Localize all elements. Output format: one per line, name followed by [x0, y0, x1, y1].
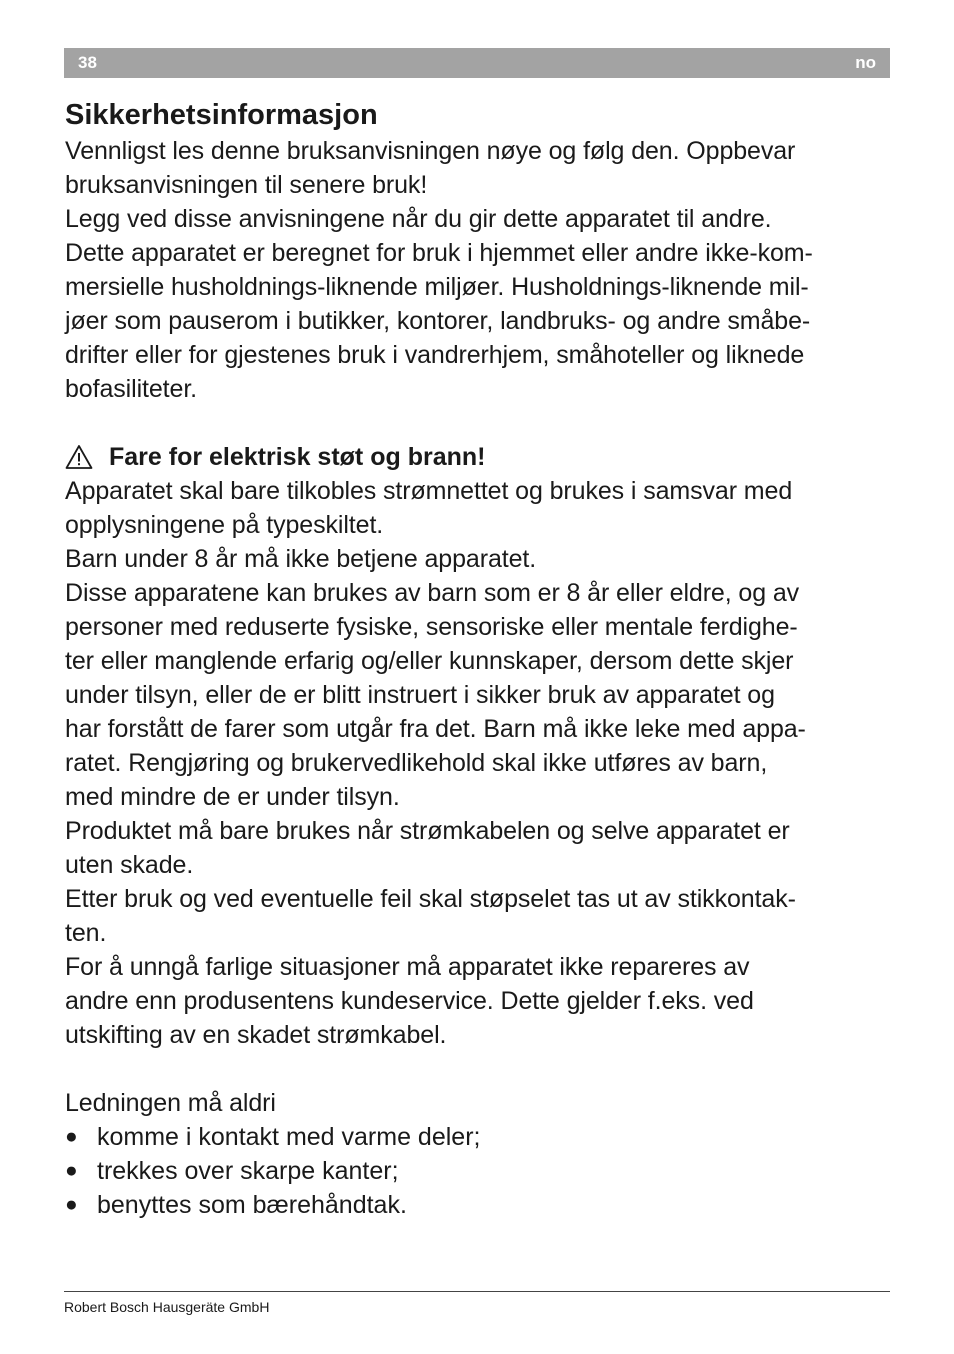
safety-line: ten.	[65, 919, 107, 947]
intro-line: Vennligst les denne bruksanvisningen nøye og følg den. Oppbevar	[65, 137, 796, 165]
intro-line: bruksanvisningen til senere bruk!	[65, 171, 428, 199]
list-item-text: benyttes som bærehåndtak.	[97, 1191, 407, 1219]
intro-line: drifter eller for gjestenes bruk i vandrerhjem, småhoteller og liknede	[65, 341, 805, 369]
warning-heading	[65, 440, 895, 474]
safety-line: har forstått de farer som utgår fra det. Barn må ikke leke med appa-	[65, 715, 806, 743]
warning-triangle-icon	[65, 444, 93, 470]
safety-line: Apparatet skal bare tilkobles strømnettet og brukes i samsvar med	[65, 477, 793, 505]
cord-intro: Ledningen må aldri	[65, 1089, 276, 1117]
safety-line: Produktet må bare brukes når strømkabelen og selve apparatet er	[65, 817, 790, 845]
safety-line: Etter bruk og ved eventuelle feil skal støpselet tas ut av stikkontak-	[65, 885, 796, 913]
list-item	[65, 1154, 895, 1188]
intro-line: mersielle husholdnings-liknende miljøer. Husholdnings-liknende mil-	[65, 273, 809, 301]
safety-line: Barn under 8 år må ikke betjene apparatet.	[65, 545, 537, 573]
section-spacer	[65, 1052, 895, 1086]
cord-bullet-list	[65, 1120, 895, 1222]
safety-line: andre enn produsentens kundeservice. Dette gjelder f.eks. ved	[65, 987, 754, 1015]
main-content	[65, 96, 895, 1222]
safety-section	[65, 474, 895, 1052]
safety-line: ter eller manglende erfarig og/eller kunnskaper, dersom dette skjer	[65, 647, 794, 675]
bullet-icon: ●	[65, 1125, 78, 1148]
intro-line: Dette apparatet er beregnet for bruk i hjemmet eller andre ikke-kom-	[65, 239, 813, 267]
list-item-text: trekkes over skarpe kanter;	[97, 1157, 399, 1185]
intro-line: bofasiliteter.	[65, 375, 198, 403]
bullet-icon: ●	[65, 1159, 78, 1182]
safety-line: uten skade.	[65, 851, 194, 879]
safety-line: For å unngå farlige situasjoner må apparatet ikke repareres av	[65, 953, 750, 981]
intro-line: jøer som pauserom i butikker, kontorer, landbruks- og andre småbe-	[65, 307, 811, 335]
safety-line: personer med reduserte fysiske, sensoriske eller mentale ferdighe-	[65, 613, 798, 641]
footer-company: Robert Bosch Hausgeräte GmbH	[64, 1299, 270, 1315]
safety-line: under tilsyn, eller de er blitt instruert i sikker bruk av apparatet og	[65, 681, 775, 709]
bullet-icon: ●	[65, 1193, 78, 1216]
language-code: no	[855, 53, 876, 72]
safety-line: Disse apparatene kan brukes av barn som er 8 år eller eldre, og av	[65, 579, 800, 607]
safety-line: med mindre de er under tilsyn.	[65, 783, 400, 811]
page-title: Sikkerhetsinformasjon	[65, 99, 378, 131]
safety-line: utskifting av en skadet strømkabel.	[65, 1021, 447, 1049]
list-item	[65, 1120, 895, 1154]
warning-heading-text: Fare for elektrisk støt og brann!	[109, 443, 486, 471]
intro-line: Legg ved disse anvisningene når du gir dette apparatet til andre.	[65, 205, 772, 233]
intro-section	[65, 134, 895, 406]
footer-divider	[64, 1291, 890, 1292]
list-item	[65, 1188, 895, 1222]
list-item-text: komme i kontakt med varme deler;	[97, 1123, 481, 1151]
page-header-bar	[64, 48, 890, 78]
safety-line: ratet. Rengjøring og brukervedlikehold skal ikke utføres av barn,	[65, 749, 768, 777]
section-spacer	[65, 406, 895, 440]
safety-line: opplysningene på typeskiltet.	[65, 511, 384, 539]
page-number: 38	[78, 53, 97, 72]
